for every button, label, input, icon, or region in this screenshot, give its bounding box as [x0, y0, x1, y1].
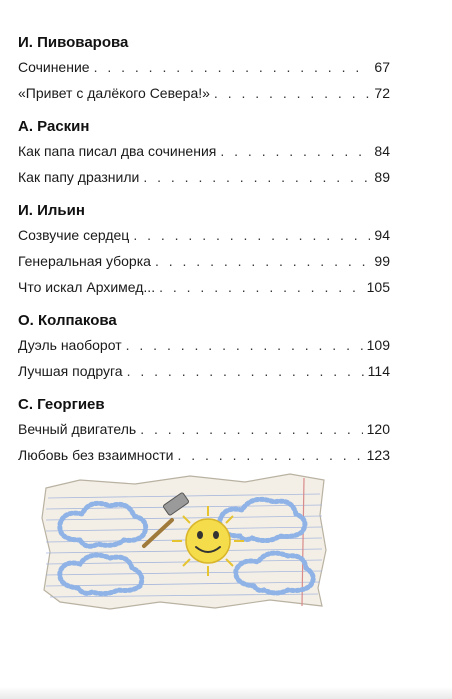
toc-entry[interactable]: [18, 446, 390, 472]
toc-entry[interactable]: [18, 362, 390, 388]
entry-page-number: 99: [374, 253, 390, 269]
toc-section: [18, 312, 390, 388]
entry-page-number: 89: [374, 169, 390, 185]
toc-entry[interactable]: [18, 84, 390, 110]
dot-leader: [155, 252, 370, 270]
entry-page-number: 72: [374, 85, 390, 101]
entry-page-number: 114: [367, 363, 390, 379]
author-name: С. Георгиев: [18, 396, 105, 413]
entry-title: Лучшая подруга: [18, 363, 123, 379]
toc-section: [18, 202, 390, 304]
dot-leader: [140, 420, 362, 438]
table-of-contents: [18, 34, 390, 480]
author-name: А. Раскин: [18, 118, 90, 135]
toc-entry[interactable]: [18, 168, 390, 194]
entry-page-number: 84: [374, 143, 390, 159]
page-bottom-edge: [0, 687, 452, 699]
entry-title: Сочинение: [18, 59, 90, 75]
dot-leader: [127, 362, 364, 380]
entry-page-number: 123: [366, 447, 390, 463]
entry-title: Вечный двигатель: [18, 421, 137, 437]
entry-page-number: 67: [374, 59, 390, 75]
entry-title: Как папу дразнили: [18, 169, 140, 185]
dot-leader: [133, 226, 370, 244]
toc-entry[interactable]: [18, 58, 390, 84]
entry-title: Любовь без взаимности: [18, 447, 174, 463]
toc-entry[interactable]: [18, 142, 390, 168]
entry-page-number: 120: [366, 421, 390, 437]
entry-title: Созвучие сердец: [18, 227, 130, 243]
toc-entry[interactable]: [18, 420, 390, 446]
dot-leader: [214, 84, 371, 102]
entry-page-number: 105: [366, 279, 390, 295]
toc-entry[interactable]: [18, 252, 390, 278]
dot-leader: [94, 58, 371, 76]
dot-leader: [159, 278, 363, 296]
toc-section: [18, 118, 390, 194]
author-name: И. Ильин: [18, 202, 85, 219]
dot-leader: [220, 142, 370, 160]
entry-title: Генеральная уборка: [18, 253, 151, 269]
author-name: И. Пивоварова: [18, 34, 129, 51]
notebook-paper-illustration: [40, 470, 330, 610]
toc-section: [18, 34, 390, 110]
author-name: О. Колпакова: [18, 312, 117, 329]
entry-title: «Привет с далёкого Севера!»: [18, 85, 210, 101]
entry-title: Что искал Архимед...: [18, 279, 156, 295]
toc-entry[interactable]: [18, 226, 390, 252]
entry-title: Как папа писал два сочинения: [18, 143, 217, 159]
toc-entry[interactable]: [18, 278, 390, 304]
dot-leader: [143, 168, 370, 186]
dot-leader: [177, 446, 362, 464]
toc-entry[interactable]: [18, 336, 390, 362]
dot-leader: [126, 336, 363, 354]
toc-section: [18, 396, 390, 472]
entry-page-number: 94: [374, 227, 390, 243]
entry-title: Дуэль наоборот: [18, 337, 122, 353]
entry-page-number: 109: [366, 337, 390, 353]
